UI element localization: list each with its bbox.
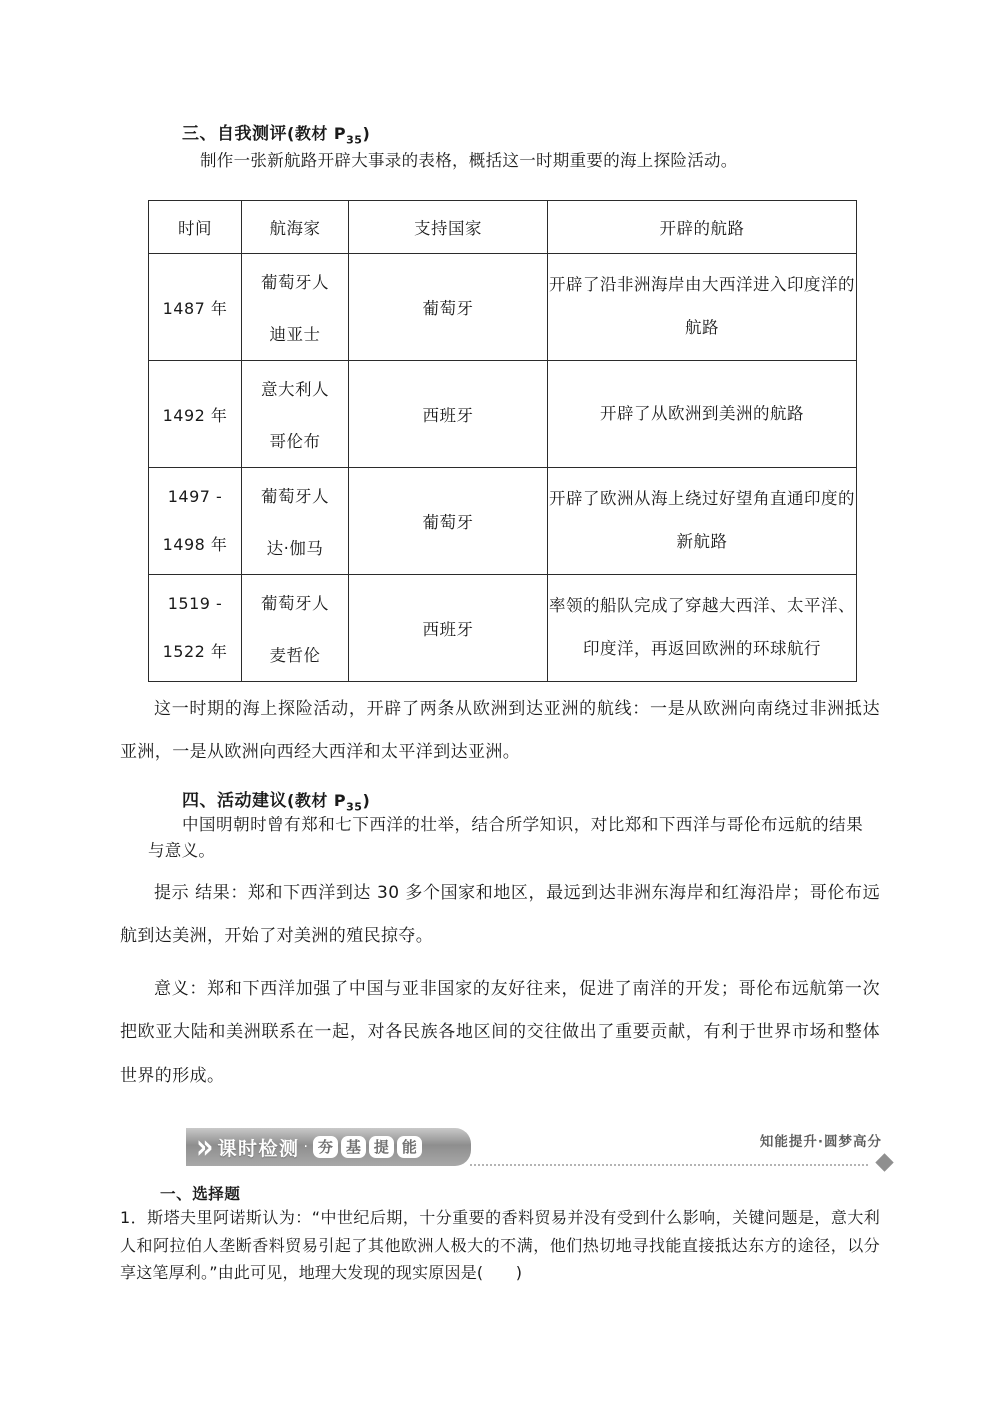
- badge-char: 提: [369, 1136, 394, 1158]
- column-header-country: 支持国家: [349, 201, 548, 254]
- banner-badges: [313, 1136, 422, 1158]
- section-heading-self-test-source-close: ): [362, 124, 371, 143]
- self-test-intro: 制作一张新航路开辟大事录的表格，概括这一时期重要的海上探险活动。: [200, 151, 738, 170]
- cell-country: 西班牙: [349, 575, 548, 682]
- cell-time: [149, 468, 242, 575]
- cell-country: 西班牙: [349, 361, 548, 468]
- summary-paragraph: 这一时期的海上探险活动，开辟了两条从欧洲到达亚洲的航线：一是从欧洲向南绕过非洲抵达亚洲，一是从欧洲向西经大西洋和太平洋到达亚洲。: [120, 699, 880, 763]
- cell-navigator-line2: 达·伽马: [266, 539, 324, 558]
- cell-navigator: [242, 575, 349, 682]
- section-heading-self-test-source-num: 35: [346, 133, 363, 147]
- exercise-section-heading: 一、选择题: [160, 1185, 241, 1203]
- section-heading-activity: [182, 786, 370, 813]
- voyages-table: [148, 200, 857, 682]
- table-row: [149, 361, 857, 468]
- double-chevron-icon: »: [196, 1127, 210, 1167]
- cell-navigator-line2: 哥伦布: [269, 432, 321, 451]
- cell-navigator-line2: 麦哲伦: [269, 646, 321, 665]
- badge-char: 基: [341, 1136, 366, 1158]
- section-heading-activity-source-num: 35: [346, 800, 363, 814]
- cell-navigator-line1: 意大利人: [261, 380, 329, 399]
- voyages-table-head: [149, 201, 857, 254]
- badge-char: 能: [397, 1136, 422, 1158]
- column-header-route: 开辟的航路: [548, 201, 857, 254]
- banner-title: 课时检测: [217, 1137, 300, 1160]
- section-heading-activity-source-open: (教材 P: [287, 791, 347, 810]
- table-header-row: [149, 201, 857, 254]
- cell-time-line1: 1487 年: [162, 298, 228, 318]
- cell-route: 开辟了欧洲从海上绕过好望角直通印度的新航路: [548, 468, 857, 575]
- activity-intro: 中国明朝时曾有郑和七下西洋的壮举，结合所学知识，对比郑和下西洋与哥伦布远航的结果与意义。: [148, 815, 863, 860]
- cell-country: 葡萄牙: [349, 254, 548, 361]
- column-header-time: 时间: [149, 201, 242, 254]
- hint-label: 提示: [154, 883, 190, 903]
- section-heading-activity-source-close: ): [362, 791, 371, 810]
- cell-navigator-line1: 葡萄牙人: [261, 487, 329, 506]
- cell-route: 开辟了从欧洲到美洲的航路: [548, 361, 857, 468]
- table-row: [149, 468, 857, 575]
- cell-route: 率领的船队完成了穿越大西洋、太平洋、印度洋，再返回欧洲的环球航行: [548, 575, 857, 682]
- section-banner: [186, 1128, 471, 1166]
- section-heading-self-test-text: 三、自我测评: [182, 124, 287, 144]
- cell-navigator-line1: 葡萄牙人: [261, 594, 329, 613]
- cell-time-line2: 1522 年: [162, 642, 228, 661]
- cell-time-line1: 1492 年: [162, 405, 228, 425]
- section-heading-activity-text: 四、活动建议: [182, 791, 287, 811]
- hint-result-paragraph: [120, 872, 880, 959]
- cell-time: [149, 254, 242, 361]
- table-row: [149, 254, 857, 361]
- cell-time-line1: 1519 -: [167, 594, 223, 613]
- cell-navigator: [242, 468, 349, 575]
- cell-time: [149, 361, 242, 468]
- cell-route: 开辟了沿非洲海岸由大西洋进入印度洋的航路: [548, 254, 857, 361]
- cell-navigator: [242, 254, 349, 361]
- table-row: [149, 575, 857, 682]
- cell-time-line2: 1498 年: [162, 535, 228, 554]
- section-heading-self-test-source-open: (教材 P: [287, 124, 347, 143]
- badge-char: 夯: [313, 1136, 338, 1158]
- cell-navigator-line2: 迪亚士: [269, 325, 321, 344]
- cell-time-line1: 1497 -: [167, 487, 223, 506]
- significance-paragraph: 意义：郑和下西洋加强了中国与亚非国家的友好往来，促进了南洋的开发；哥伦布远航第一次把欧亚大陆和美洲联系在一起，对各民族各地区间的交往做出了重要贡献，有利于世界市场和整体世界的形成。: [120, 979, 880, 1086]
- cell-time: [149, 575, 242, 682]
- banner-separator: ·: [303, 1139, 308, 1155]
- cell-country: 葡萄牙: [349, 468, 548, 575]
- cell-navigator-line1: 葡萄牙人: [261, 273, 329, 292]
- banner-tagline: 知能提升·圆梦高分: [759, 1134, 882, 1150]
- column-header-navigator: 航海家: [242, 201, 349, 254]
- cell-navigator: [242, 361, 349, 468]
- result-text: 结果：郑和下西洋到达 30 多个国家和地区，最远到达非洲东海岸和红海沿岸；哥伦布远航到达美洲，开始了对美洲的殖民掠夺。: [120, 883, 880, 947]
- voyages-table-body: [149, 254, 857, 682]
- diamond-icon: [875, 1153, 893, 1171]
- question-1: 1．斯塔夫里阿诺斯认为：“中世纪后期，十分重要的香料贸易并没有受到什么影响，关键问题是，意大利人和阿拉伯人垄断香料贸易引起了其他欧洲人极大的不满，他们热切地寻找能直接抵达东方的途径，以分享这笔厚利。”由此可见，地理大发现的现实原因是( ): [120, 1208, 880, 1283]
- section-heading-self-test: [182, 119, 370, 146]
- banner-dotted-rule: [470, 1164, 868, 1166]
